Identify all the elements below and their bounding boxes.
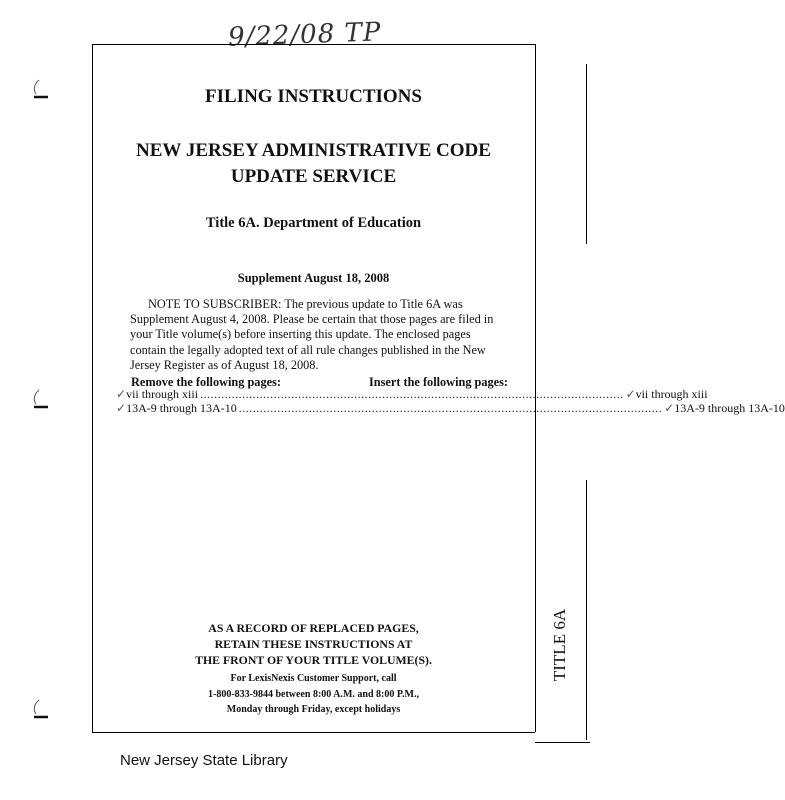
- note-line: Jersey Register as of August 18, 2008.: [130, 357, 319, 372]
- remove-pages-value: vii through xiii: [126, 387, 199, 401]
- remove-pages-value: 13A-9 through 13A-10: [126, 401, 237, 415]
- supplement-date: Supplement August 18, 2008: [237, 271, 390, 285]
- right-tab-divider: [535, 742, 590, 743]
- punch-hole-icon: [30, 698, 52, 720]
- handwritten-date: 9/22/08 TP: [227, 17, 382, 53]
- support-line: For LexisNexis Customer Support, call: [230, 673, 397, 684]
- page-row: [116, 401, 785, 416]
- note-line: Supplement August 4, 2008. Please be certain that those pages are filed in: [130, 312, 494, 327]
- note-line: contain the legally adopted text of all rule changes published in the New: [130, 342, 486, 357]
- dot-leader: .........................................................................................................................: [200, 387, 624, 401]
- remove-pages-header: Remove the following pages:: [131, 375, 281, 389]
- check-mark-icon: ✓: [625, 387, 636, 401]
- record-line: AS A RECORD OF REPLACED PAGES,: [208, 621, 419, 635]
- record-line: THE FRONT OF YOUR TITLE VOLUME(S).: [195, 653, 432, 667]
- insert-pages-value: vii through xiii: [635, 387, 708, 401]
- check-mark-icon: ✓: [664, 401, 675, 415]
- note-line: your Title volume(s) before inserting this update. The enclosed pages: [130, 327, 471, 342]
- page-frame-top: [92, 44, 535, 45]
- insert-pages-value: 13A-9 through 13A-10: [674, 401, 785, 415]
- check-mark-icon: ✓: [116, 387, 127, 401]
- dot-leader: .........................................................................................................................: [238, 401, 663, 415]
- right-margin-line: [586, 480, 587, 740]
- note-line: NOTE TO SUBSCRIBER: The previous update to Title 6A was: [148, 297, 463, 311]
- page-row: [116, 387, 708, 402]
- code-heading-line: NEW JERSEY ADMINISTRATIVE CODE: [136, 140, 491, 161]
- support-line: Monday through Friday, except holidays: [226, 704, 401, 715]
- insert-pages-header: Insert the following pages:: [369, 375, 509, 389]
- title-side-label: TITLE 6A: [550, 608, 569, 682]
- service-heading-line: UPDATE SERVICE: [230, 166, 397, 187]
- subscriber-note: [130, 297, 499, 373]
- filing-instructions-heading: FILING INSTRUCTIONS: [205, 86, 422, 107]
- right-margin-line: [586, 64, 587, 244]
- library-footer: New Jersey State Library: [120, 752, 288, 769]
- record-line: RETAIN THESE INSTRUCTIONS AT: [214, 637, 413, 651]
- check-mark-icon: ✓: [116, 401, 127, 415]
- punch-hole-icon: [30, 388, 52, 410]
- page-frame-bottom: [92, 732, 535, 733]
- title-name: Title 6A. Department of Education: [205, 215, 422, 231]
- punch-hole-icon: [30, 78, 52, 100]
- support-line: 1-800-833-9844 between 8:00 A.M. and 8:00 P.M.,: [207, 688, 419, 700]
- record-instruction: [92, 620, 535, 668]
- customer-support: [92, 671, 535, 718]
- code-service-heading: [92, 138, 535, 190]
